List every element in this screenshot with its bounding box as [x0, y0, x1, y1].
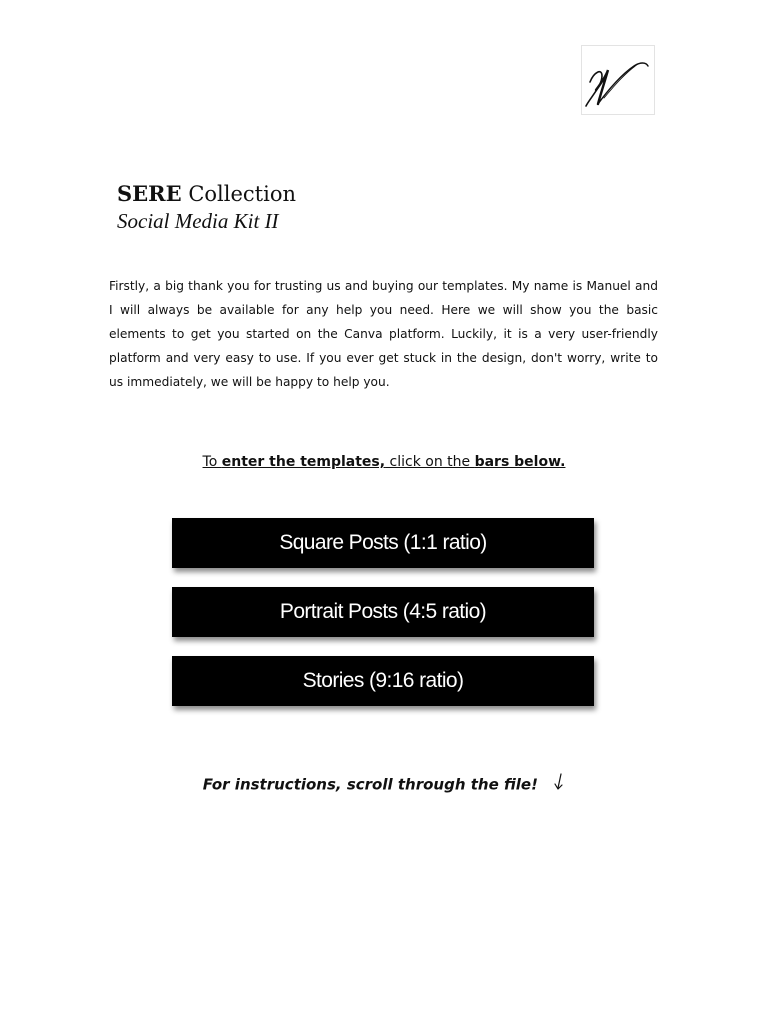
stories-button[interactable] [172, 656, 594, 706]
cta-part-4: bars below. [474, 454, 566, 470]
cta-instruction [0, 451, 768, 473]
cta-part-1: To [202, 454, 222, 470]
collection-label: Collection [188, 182, 296, 206]
stories-label: Stories (9:16 ratio) [302, 669, 464, 692]
logo [581, 45, 655, 115]
square-posts-label: Square Posts (1:1 ratio) [279, 531, 487, 554]
cta-part-3: click on the [385, 454, 475, 470]
page-subtitle: Social Media Kit II [117, 209, 279, 233]
down-arrow-icon [553, 772, 565, 798]
cta-part-2: enter the templates, [221, 454, 386, 470]
brand-name: SERE [117, 181, 182, 206]
portrait-posts-button[interactable] [172, 587, 594, 637]
title-block [117, 180, 296, 234]
portrait-posts-label: Portrait Posts (4:5 ratio) [279, 600, 487, 623]
square-posts-button[interactable] [172, 518, 594, 568]
intro-paragraph: Firstly, a big thank you for trusting us and buying our templates. My name is Manuel and I will always be available for any help you need. Here we will show you the basic elements to get you started on the Canva platform. Luckily, it is a very user-friendly platform and very easy to use. If you ever get stuck in the design, don't worry, write to us immediately, we will be happy to help you. [109, 279, 658, 389]
instructions-note [0, 772, 768, 798]
script-v-monogram-icon [582, 46, 656, 116]
instructions-text: For instructions, scroll through the file! [202, 775, 538, 794]
page-title [117, 180, 296, 208]
